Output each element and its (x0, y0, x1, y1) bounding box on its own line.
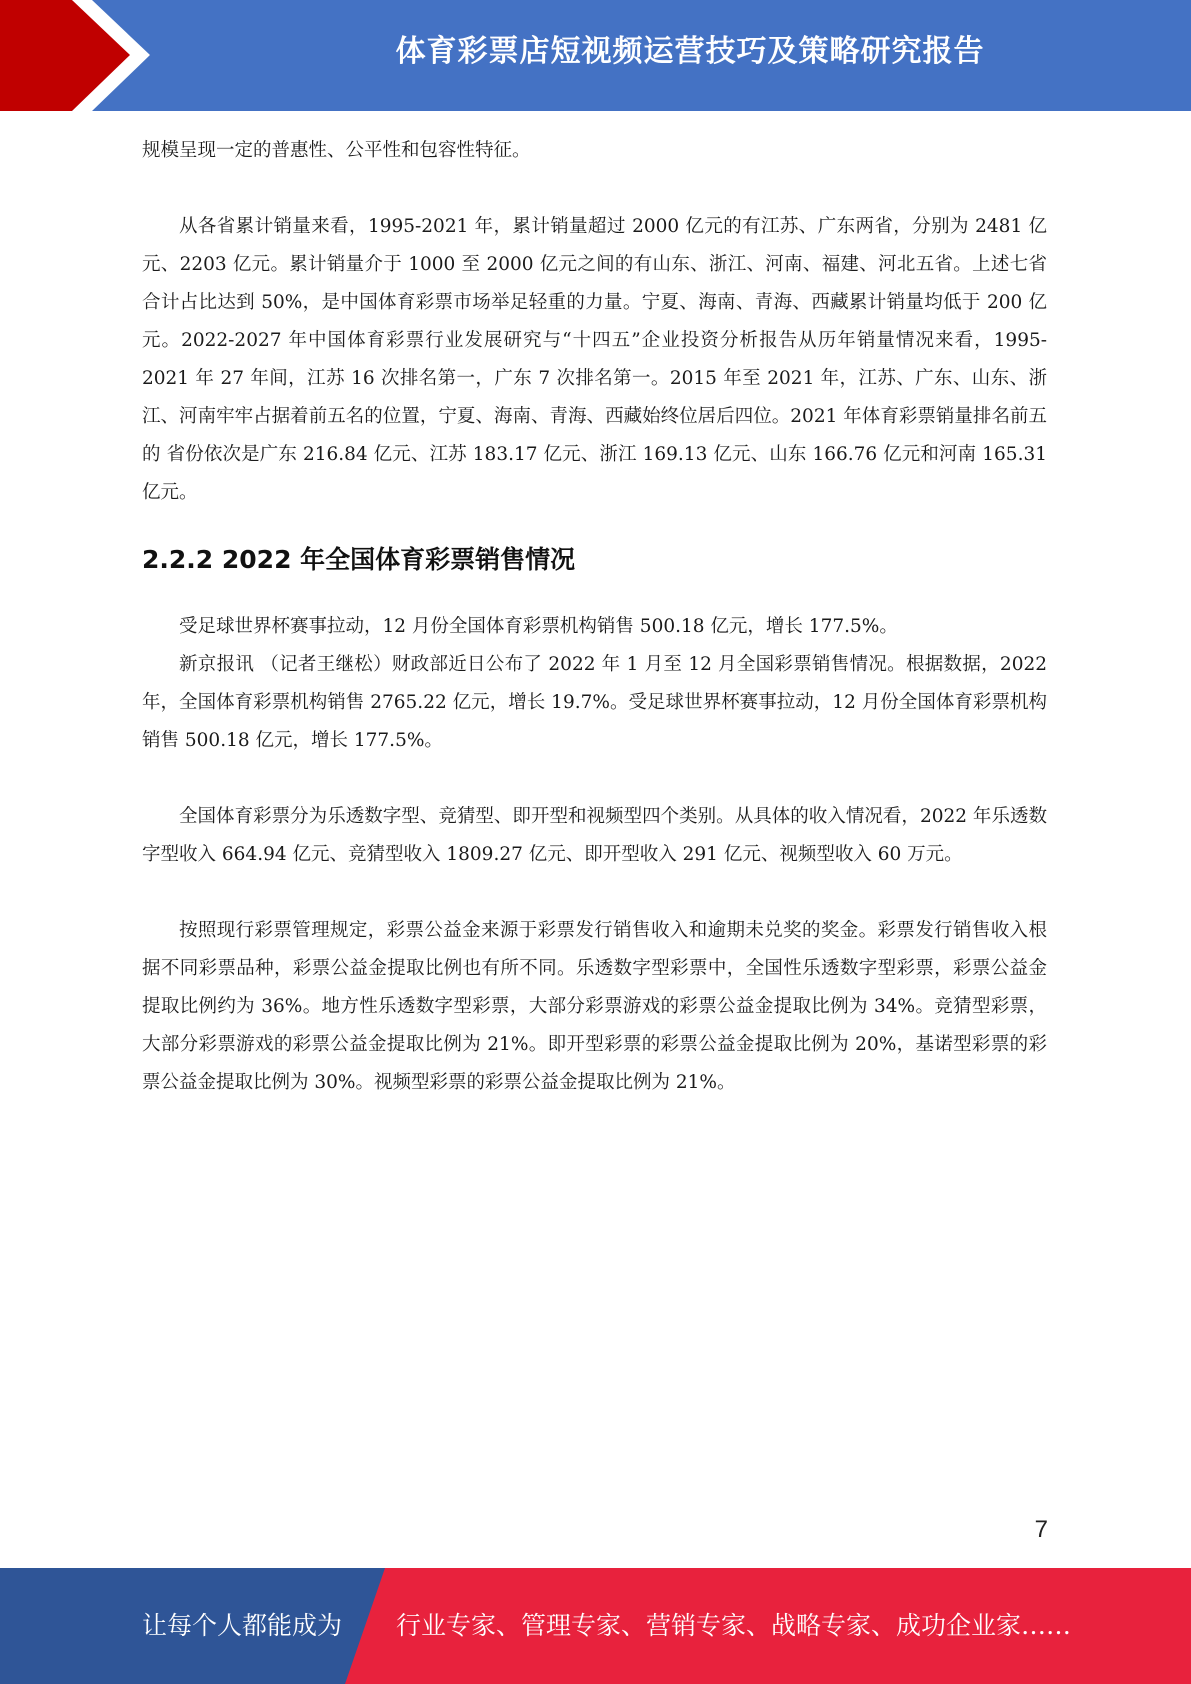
document-title: 体育彩票店短视频运营技巧及策略研究报告 (395, 34, 985, 69)
page-footer (0, 1568, 1191, 1684)
paragraph-december-sales: 受足球世界杯赛事拉动，12 月份全国体育彩票机构销售 500.18 亿元，增长 177.5%。 (179, 616, 898, 637)
document-body (142, 132, 1047, 1102)
footer-slogan-right: 行业专家、管理专家、营销专家、战略专家、成功企业家…… (396, 1611, 1072, 1640)
paragraph-public-welfare-fund: 按照现行彩票管理规定，彩票公益金来源于彩票发行销售收入和逾期未兑奖的奖金。彩票发行销售收入根据不同彩票品种，彩票公益金提取比例也有所不同。乐透数字型彩票中，全国性乐透数字型彩票，彩票公益金提取比例约为 36%。地方性乐透数字型彩票，大部分彩票游戏的彩票公益金提取比例为 34%。竞猜型彩票，大部分彩票游戏的彩票公益金提取比例为 21%。即开型彩票的彩票公益金提取比例为 20%，基诺型彩票的彩票公益金提取比例为 30%。视频型彩票的彩票公益金提取比例为 21%。 (142, 920, 1047, 1093)
paragraph-news-report: 新京报讯 （记者王继松）财政部近日公布了 2022 年 1 月至 12 月全国彩票销售情况。根据数据，2022 年，全国体育彩票机构销售 2765.22 亿元，增长 19.7%。受足球世界杯赛事拉动，12 月份全国体育彩票机构销售 500.18 亿元，增长 177.5%。 (142, 654, 1047, 751)
footer-slogan-left: 让每个人都能成为 (142, 1611, 343, 1640)
paragraph-continuation: 规模呈现一定的普惠性、公平性和包容性特征。 (142, 140, 531, 161)
paragraph-category-revenue: 全国体育彩票分为乐透数字型、竞猜型、即开型和视频型四个类别。从具体的收入情况看，2022 年乐透数字型收入 664.94 亿元、竞猜型收入 1809.27 亿元、即开型收入 291 亿元、视频型收入 60 万元。 (142, 806, 1047, 865)
section-heading: 2.2.2 2022 年全国体育彩票销售情况 (142, 545, 576, 574)
page-number: 7 (1034, 1516, 1048, 1543)
page-header (0, 0, 1191, 111)
paragraph-provincial-sales: 从各省累计销量来看，1995-2021 年，累计销量超过 2000 亿元的有江苏、广东两省，分别为 2481 亿元、2203 亿元。累计销量介于 1000 至 2000 亿元之间的有山东、浙江、河南、福建、河北五省。上述七省合计占比达到 50%，是中国体育彩票市场举足轻重的力量。宁夏、海南、青海、西藏累计销量均低于 200 亿元。2022-2027 年中国体育彩票行业发展研究与“十四五”企业投资分析报告从历年销量情况来看，1995-2021 年 27 年间，江苏 16 次排名第一，广东 7 次排名第一。2015 年至 2021 年，江苏、广东、山东、浙江、河南牢牢占据着前五名的位置，宁夏、海南、青海、西藏始终位居后四位。2021 年体育彩票销量排名前五的 省份依次是广东 216.84 亿元、江苏 183.17 亿元、浙江 169.13 亿元、山东 166.76 亿元和河南 165.31 亿元。 (142, 216, 1047, 503)
